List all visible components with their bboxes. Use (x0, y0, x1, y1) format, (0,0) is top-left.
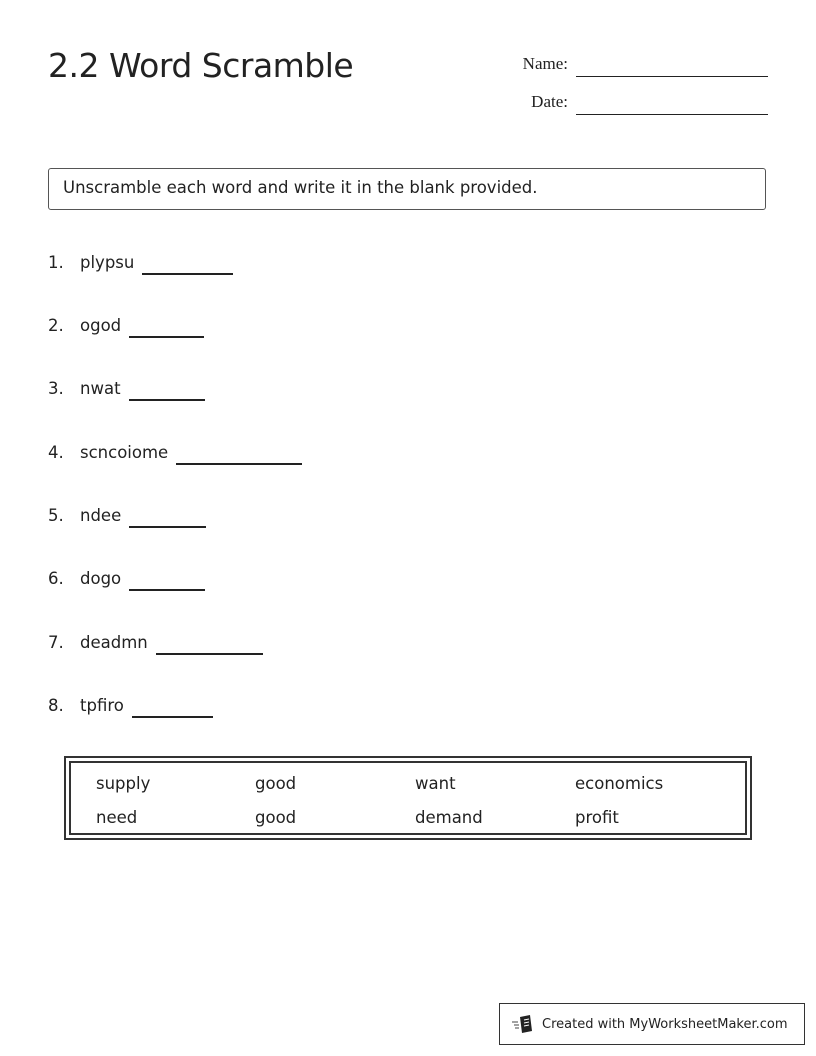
scrambled-word: ogod (80, 316, 122, 335)
list-item (48, 696, 213, 715)
scrambled-word: dogo (80, 569, 122, 588)
word-bank-word: demand (415, 808, 483, 827)
name-line[interactable] (576, 76, 768, 77)
scrambled-word: tpfiro (80, 696, 124, 715)
word-bank-word: need (96, 808, 138, 827)
scrambled-word: ndee (80, 506, 122, 525)
answer-blank[interactable] (129, 335, 204, 338)
list-item (48, 379, 205, 398)
scrambled-word: plypsu (80, 253, 135, 272)
word-bank-word: want (415, 774, 456, 793)
word-bank (64, 756, 752, 840)
instructions-box: Unscramble each word and write it in the blank provided. (48, 168, 766, 210)
scrambled-word: deadmn (80, 633, 148, 652)
footer-credit[interactable] (499, 1003, 805, 1045)
word-bank-word: good (255, 774, 297, 793)
date-label: Date: (531, 92, 568, 111)
list-item (48, 316, 204, 335)
word-bank-word: economics (575, 774, 664, 793)
answer-blank[interactable] (176, 462, 302, 465)
word-bank-word: supply (96, 774, 151, 793)
name-label: Name: (522, 54, 568, 73)
worksheet-logo-icon (512, 1014, 534, 1034)
answer-blank[interactable] (156, 652, 263, 655)
footer-text: Created with MyWorksheetMaker.com (542, 1016, 788, 1032)
item-number: 6. (48, 569, 64, 588)
word-bank-word: profit (575, 808, 619, 827)
list-item (48, 506, 206, 525)
item-number: 5. (48, 506, 64, 525)
list-item (48, 443, 302, 462)
scrambled-word: nwat (80, 379, 121, 398)
answer-blank[interactable] (129, 398, 205, 401)
item-number: 4. (48, 443, 64, 462)
page-title: 2.2 Word Scramble (48, 46, 354, 85)
item-number: 2. (48, 316, 64, 335)
list-item (48, 253, 233, 272)
list-item (48, 633, 263, 652)
date-line[interactable] (576, 114, 768, 115)
item-number: 7. (48, 633, 64, 652)
list-item (48, 569, 205, 588)
word-bank-word: good (255, 808, 297, 827)
answer-blank[interactable] (132, 715, 213, 718)
item-number: 1. (48, 253, 64, 272)
scrambled-word: scncoiome (80, 443, 169, 462)
answer-blank[interactable] (129, 525, 206, 528)
answer-blank[interactable] (129, 588, 205, 591)
item-number: 8. (48, 696, 64, 715)
answer-blank[interactable] (142, 272, 233, 275)
item-number: 3. (48, 379, 64, 398)
